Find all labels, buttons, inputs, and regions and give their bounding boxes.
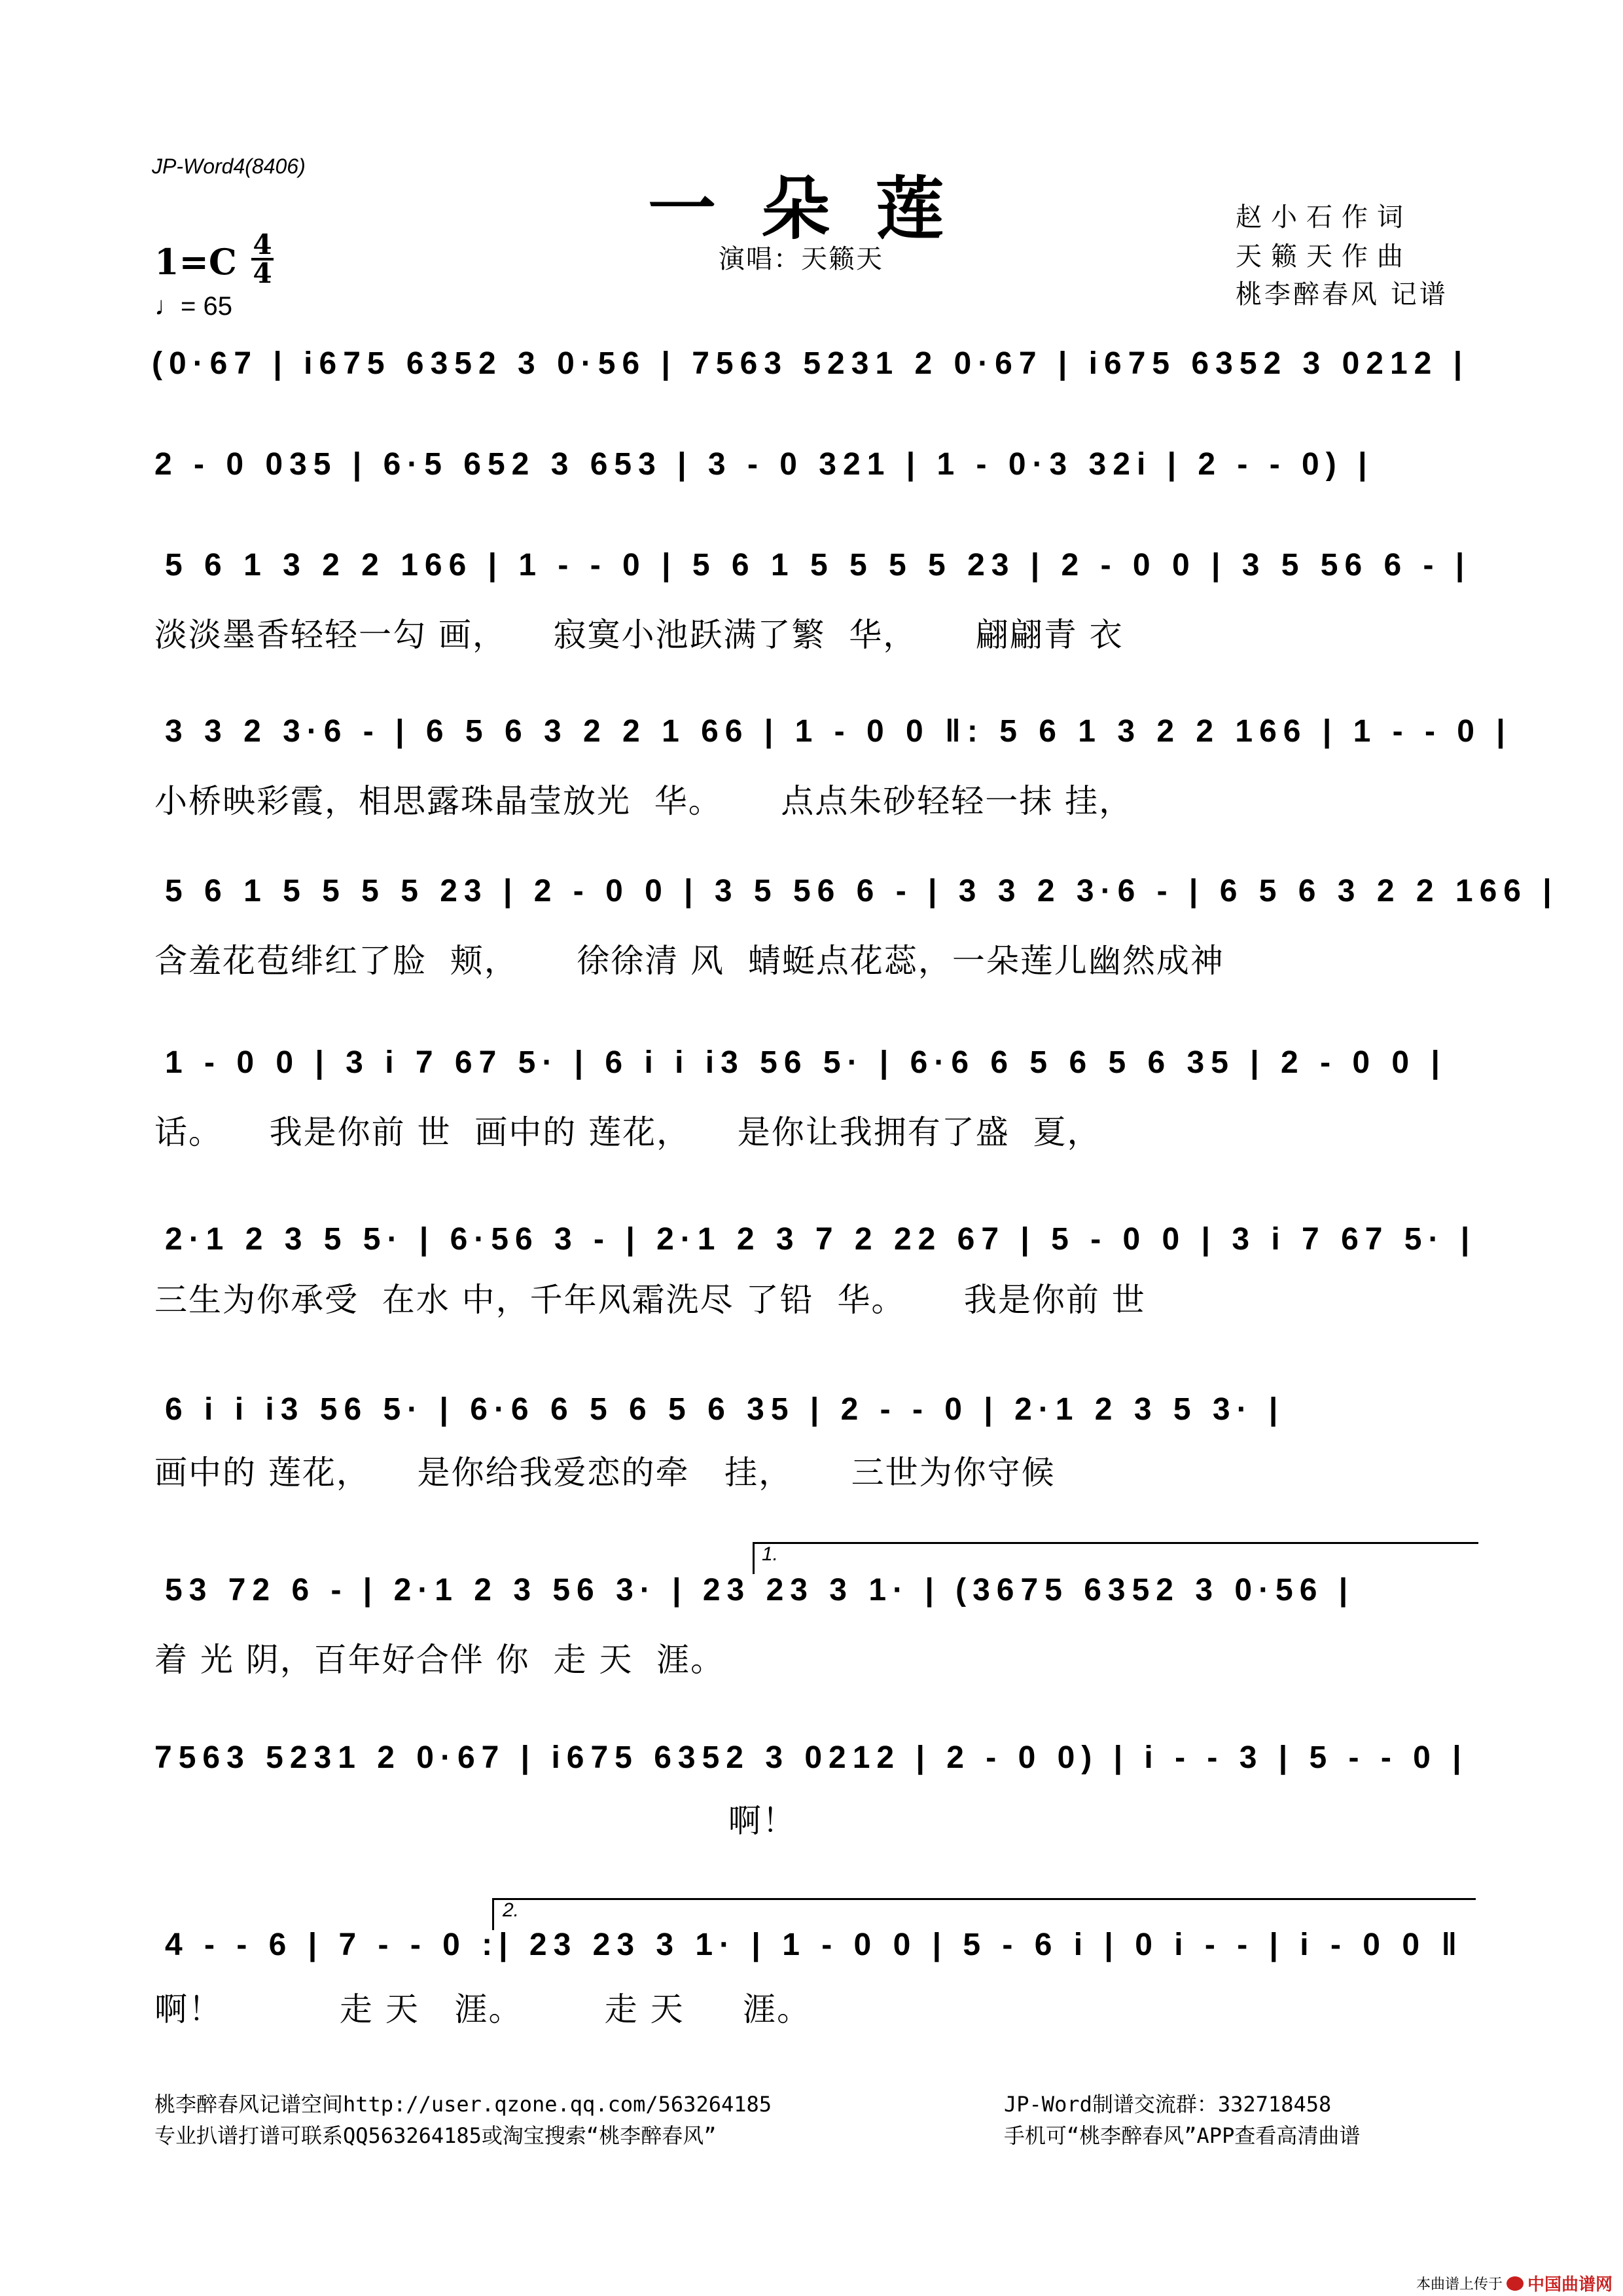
lyricist-credit: 赵小石作词 <box>1236 202 1412 232</box>
lyrics-line-3: 淡淡墨香轻轻一勾 画， 寂寞小池跃满了繁 华， 翩翩青 衣 <box>154 616 1124 654</box>
composer-credit: 天籁天作曲 <box>1236 242 1412 272</box>
notation-line-6: 1 - 0 0 | 3 i 7 67 5· | 6 i i i3 56 5· | 6·6 6 5 6 5 6 35 | 2 - 0 0 | <box>165 1045 1446 1080</box>
brand-logo-icon <box>1507 2276 1524 2291</box>
footer-right-line-2: 手机可“桃李醉春风”APP查看高清曲谱 <box>1004 2123 1361 2148</box>
lyrics-line-8: 画中的 莲花， 是你给我爱恋的牵 挂， 三世为你守候 <box>154 1454 1056 1492</box>
site-watermark <box>1416 2271 1613 2295</box>
notation-line-10: 7563 5231 2 0·67 | i675 6352 3 0212 | 2 - 0 0) | i - - 3 | 5 - - 0 | <box>154 1740 1468 1775</box>
volta-label-1: 1. <box>762 1543 779 1565</box>
singer-line: 演唱：天籁天 <box>719 244 883 274</box>
lyrics-line-4: 小桥映彩霞，相思露珠晶莹放光 华。 点点朱砂轻轻一抹 挂， <box>154 782 1133 820</box>
notation-line-3: 5 6 1 3 2 2 166 | 1 - - 0 | 5 6 1 5 5 5 5 23 | 2 - 0 0 | 3 5 56 6 - | <box>165 548 1471 583</box>
time-signature <box>251 228 274 289</box>
volta-label-2: 2. <box>503 1899 520 1921</box>
lyrics-line-5: 含羞花苞绯红了脸 颊， 徐徐清 风 蜻蜓点花蕊，一朵莲儿幽然成神 <box>154 942 1224 980</box>
notation-line-1: (0·67 | i675 6352 3 0·56 | 7563 5231 2 0·67 | i675 6352 3 0212 | <box>152 346 1469 381</box>
tempo-marking: ♩= 65 <box>154 292 232 321</box>
time-denominator: 4 <box>253 257 272 289</box>
watermark-brand: 中国曲谱网 <box>1527 2275 1613 2295</box>
notation-line-4: 3 3 2 3·6 - | 6 5 6 3 2 2 1 66 | 1 - 0 0 ‖: 5 6 1 3 2 2 166 | 1 - - 0 | <box>165 714 1512 749</box>
notation-line-7: 2·1 2 3 5 5· | 6·56 3 - | 2·1 2 3 7 2 22 67 | 5 - 0 0 | 3 i 7 67 5· | <box>165 1222 1476 1257</box>
key-signature: 1=C <box>154 241 237 283</box>
notation-line-9: 53 72 6 - | 2·1 2 3 56 3· | 23 23 3 1· | (3675 6352 3 0·56 | <box>165 1573 1355 1607</box>
watermark-text: 本曲谱上传于 <box>1416 2276 1503 2293</box>
notation-line-11: 4 - - 6 | 7 - - 0 :| 23 23 3 1· | 1 - 0 0 | 5 - 6 i | 0 i - - | i - 0 0 ‖ <box>165 1928 1464 1962</box>
footer-right-line-1: JP-Word制谱交流群：332718458 <box>1004 2092 1332 2117</box>
time-numerator: 4 <box>253 228 272 260</box>
software-tag: JP-Word4(8406) <box>152 154 306 178</box>
notation-line-8: 6 i i i3 56 5· | 6·6 6 5 6 5 6 35 | 2 - - 0 | 2·1 2 3 5 3· | <box>165 1392 1285 1427</box>
lyrics-line-7: 三生为你承受 在水 中，千年风霜洗尽 了铅 华。 我是你前 世 <box>154 1281 1146 1319</box>
footer-left-line-1: 桃李醉春风记谱空间http://user.qzone.qq.com/563264185 <box>154 2092 772 2117</box>
volta-bracket-2 <box>492 1898 1476 1930</box>
lyrics-line-6: 话。 我是你前 世 画中的 莲花， 是你让我拥有了盛 夏， <box>154 1113 1101 1151</box>
lyrics-line-10: 啊！ <box>154 1802 796 1840</box>
song-title: 一朵莲 <box>648 168 990 249</box>
footer-left-line-2: 专业扒谱打谱可联系QQ563264185或淘宝搜索“桃李醉春风” <box>154 2123 717 2148</box>
notation-line-5: 5 6 1 5 5 5 5 23 | 2 - 0 0 | 3 5 56 6 - | 3 3 2 3·6 - | 6 5 6 3 2 2 166 | <box>165 874 1558 908</box>
notation-line-2: 2 - 0 035 | 6·5 652 3 653 | 3 - 0 321 | 1 - 0·3 32i | 2 - - 0) | <box>154 447 1374 482</box>
transcriber-credit: 桃李醉春风 记谱 <box>1236 279 1448 310</box>
volta-bracket-1 <box>753 1542 1478 1574</box>
lyrics-line-9: 着 光 阴，百年好合伴 你 走 天 涯。 <box>154 1641 725 1679</box>
lyrics-line-11: 啊！ 走 天 涯。 走 天 涯。 <box>154 1990 812 2028</box>
